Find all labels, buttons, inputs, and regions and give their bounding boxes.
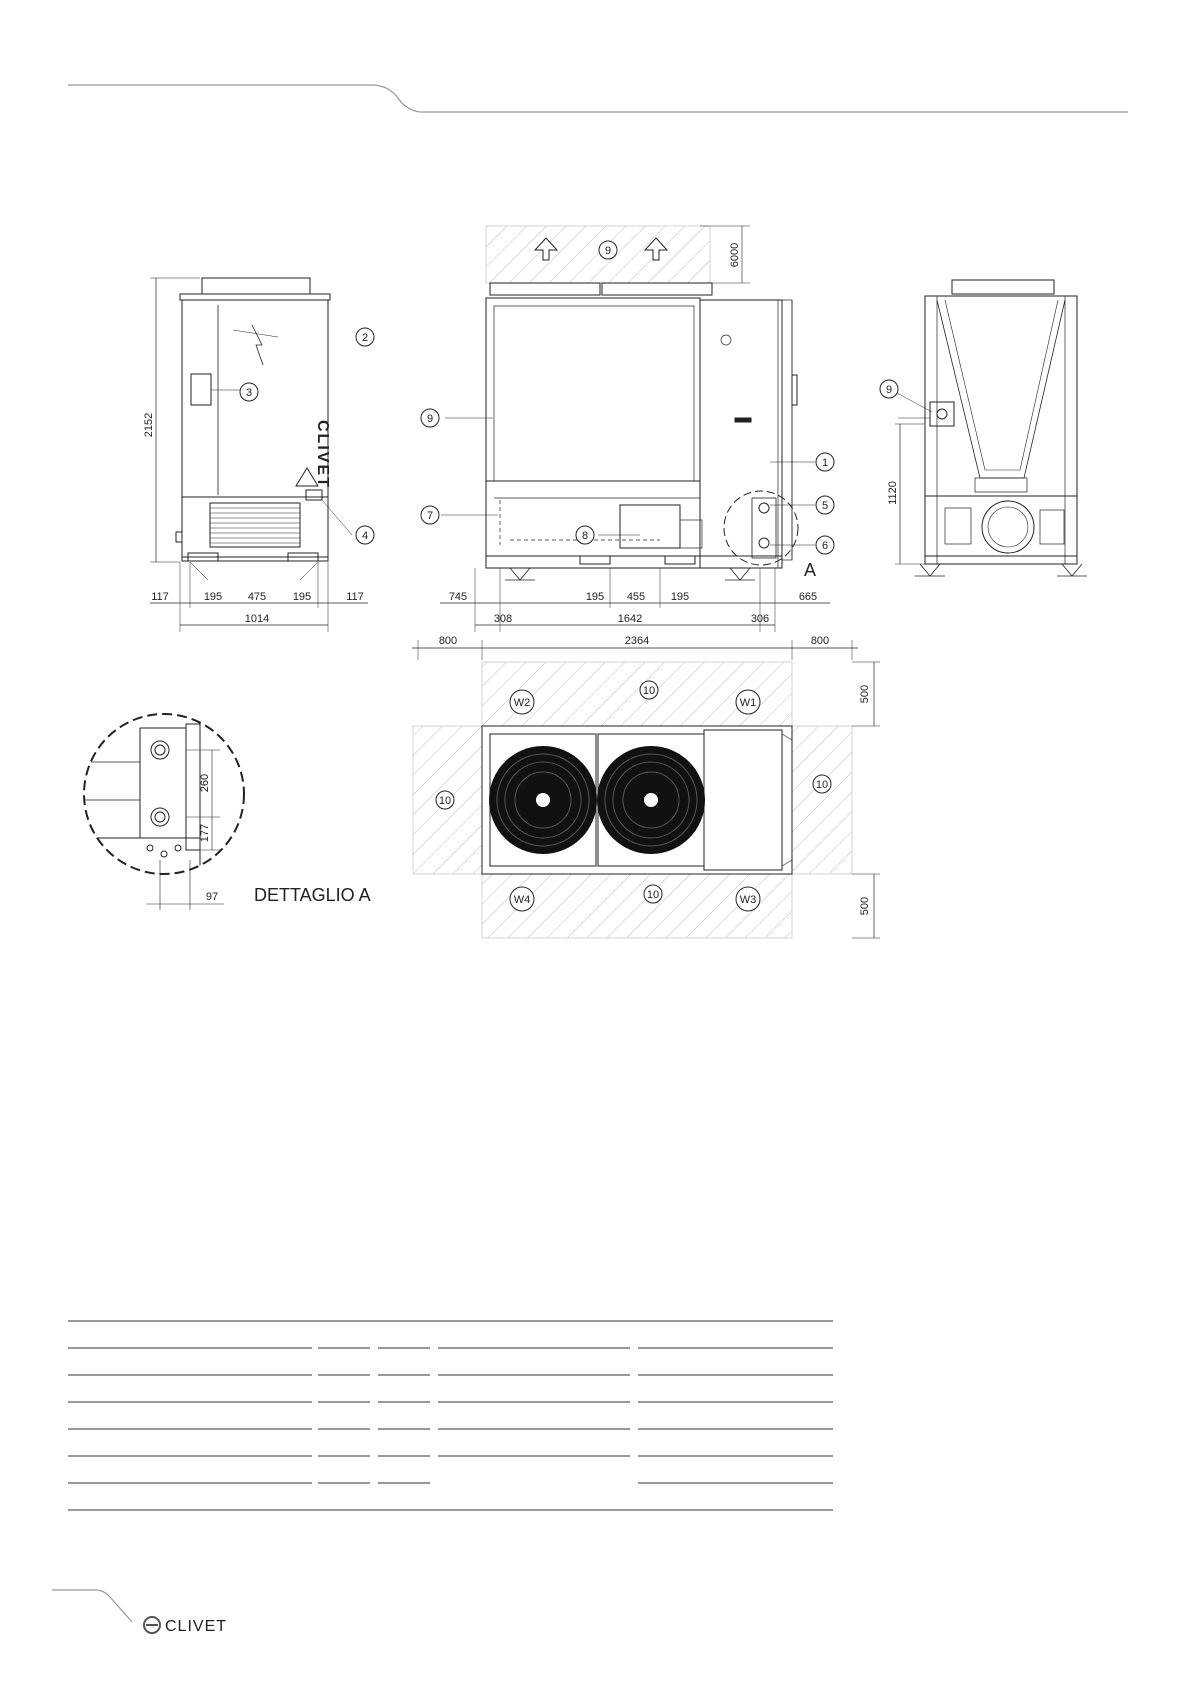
front-total-dim: 1014: [244, 613, 270, 625]
clearance-zone-top: [486, 226, 710, 283]
detail-a: [84, 714, 244, 910]
end-supports: [915, 564, 1087, 576]
footer-brand: CLIVET: [165, 1618, 228, 1635]
side-callout-5: 5: [821, 500, 829, 512]
fan-left: [489, 746, 597, 854]
side-callout-9: 9: [426, 413, 434, 425]
plan-zone-right: 10: [815, 779, 829, 791]
front-dim-117-right: 117: [346, 591, 364, 603]
header-line: [68, 85, 1128, 112]
footer-line: [52, 1590, 132, 1622]
side-dim-745: 745: [448, 591, 468, 603]
side-dim-308: 308: [493, 613, 513, 625]
front-dim-195-left: 195: [203, 591, 223, 603]
front-view: [150, 278, 368, 632]
support-w1: W1: [739, 697, 757, 709]
front-brand-text: CLIVET: [314, 420, 331, 489]
plan-dim-2364: 2364: [624, 635, 650, 647]
side-supports: [505, 568, 755, 580]
empty-table: [68, 1321, 833, 1510]
fan-right: [597, 746, 705, 854]
plan-dim-500-bottom: 500: [859, 896, 871, 916]
leader-line: [897, 393, 932, 412]
side-clearance-label: 9: [604, 245, 612, 257]
plan-zone-left: 10: [438, 795, 452, 807]
plan-dim-500-top: 500: [859, 684, 871, 704]
detail-dim-97: 97: [205, 891, 219, 903]
support-w2: W2: [513, 697, 531, 709]
plan-zone-top: 10: [642, 685, 656, 697]
support-w3: W3: [739, 894, 757, 906]
detail-dim-177: 177: [199, 823, 211, 843]
plan-dim-800-right: 800: [810, 635, 830, 647]
plan-dim-800-left: 800: [438, 635, 458, 647]
side-dim-195-right: 195: [670, 591, 690, 603]
side-dim-665: 665: [798, 591, 818, 603]
front-dim-195-right: 195: [292, 591, 312, 603]
front-height-dim: 2152: [143, 412, 155, 438]
footer-logo: [144, 1617, 227, 1635]
side-dim-195-left: 195: [585, 591, 605, 603]
end-height-dim: 1120: [887, 481, 899, 505]
front-callout-3: 3: [245, 387, 253, 399]
side-clearance-dim: 6000: [729, 242, 741, 268]
plan-zone-bottom: 10: [646, 889, 660, 901]
side-view: [440, 283, 830, 632]
front-dim-117-left: 117: [151, 591, 169, 603]
side-dim-1642: 1642: [617, 613, 643, 625]
end-view: [895, 280, 1077, 564]
support-w4: W4: [513, 894, 531, 906]
detail-a-mark: A: [803, 560, 817, 580]
detail-dim-260: 260: [199, 773, 211, 793]
side-callout-1: 1: [821, 457, 829, 469]
side-dim-306: 306: [750, 613, 770, 625]
side-dim-455: 455: [626, 591, 646, 603]
side-callout-8: 8: [581, 530, 589, 542]
front-callout-4: 4: [361, 530, 369, 542]
side-callout-7: 7: [426, 510, 434, 522]
front-callout-2: 2: [361, 332, 369, 344]
side-callout-6: 6: [821, 540, 829, 552]
end-callout-9: 9: [885, 384, 893, 396]
detail-a-title: DETTAGLIO A: [254, 885, 371, 905]
front-dim-475: 475: [247, 591, 267, 603]
front-brand-vertical: [314, 420, 331, 489]
